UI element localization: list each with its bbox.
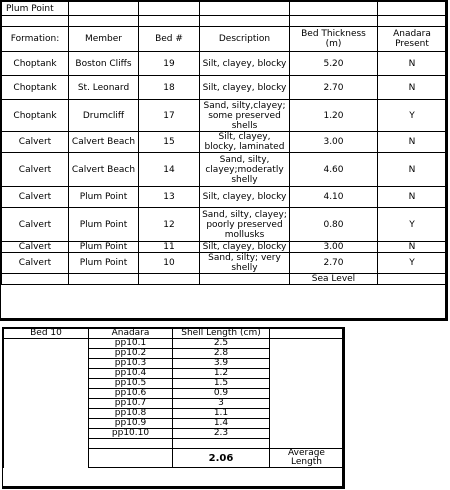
thickness-cell: 4.60 bbox=[290, 153, 378, 187]
anadara-cell: Y bbox=[378, 253, 447, 274]
empty-cell bbox=[69, 2, 139, 16]
description-cell: Silt, clayey, blocky bbox=[200, 242, 290, 253]
shell-length: 1.4 bbox=[173, 419, 270, 429]
table-row bbox=[2, 153, 447, 187]
shell-length: 1.1 bbox=[173, 409, 270, 419]
table-row bbox=[4, 389, 344, 399]
thickness-cell: 3.00 bbox=[290, 132, 378, 153]
formation-cell: Calvert bbox=[2, 132, 69, 153]
average-label: Average Length bbox=[270, 449, 344, 468]
blank-row bbox=[4, 439, 344, 449]
table-row bbox=[4, 409, 344, 419]
location-title: Plum Point bbox=[2, 2, 69, 16]
specimen-id: pp10.4 bbox=[89, 369, 173, 379]
formation-cell: Calvert bbox=[2, 208, 69, 242]
bed-cell: 11 bbox=[139, 242, 200, 253]
formation-cell: Choptank bbox=[2, 52, 69, 76]
table-row bbox=[4, 349, 344, 359]
empty-cell bbox=[270, 329, 344, 339]
blank-row bbox=[2, 16, 447, 27]
table-row bbox=[2, 187, 447, 208]
bed-cell: 14 bbox=[139, 153, 200, 187]
shell-length: 1.5 bbox=[173, 379, 270, 389]
anadara-cell: Y bbox=[378, 100, 447, 132]
bed-cell: 12 bbox=[139, 208, 200, 242]
member-cell: St. Leonard bbox=[69, 76, 139, 100]
table-row bbox=[4, 419, 344, 429]
bed-cell: 18 bbox=[139, 76, 200, 100]
specimen-id: pp10.2 bbox=[89, 349, 173, 359]
empty-cell bbox=[378, 2, 447, 16]
table-row bbox=[2, 208, 447, 242]
thickness-cell: 0.80 bbox=[290, 208, 378, 242]
specimen-id: pp10.6 bbox=[89, 389, 173, 399]
sea-level-label: Sea Level bbox=[290, 274, 378, 285]
bed-cell: 19 bbox=[139, 52, 200, 76]
anadara-cell: N bbox=[378, 76, 447, 100]
shell-length: 2.8 bbox=[173, 349, 270, 359]
shell-length: 2.5 bbox=[173, 339, 270, 349]
bed-cell: 15 bbox=[139, 132, 200, 153]
bed-cell: 17 bbox=[139, 100, 200, 132]
member-cell: Plum Point bbox=[69, 208, 139, 242]
table-row bbox=[4, 359, 344, 369]
description-cell: Sand, silty, clayey;moderatly shelly bbox=[200, 153, 290, 187]
thickness-cell: 5.20 bbox=[290, 52, 378, 76]
description-cell: Silt, clayey, blocky bbox=[200, 52, 290, 76]
shell-length-header: Shell Length (cm) bbox=[173, 329, 270, 339]
member-cell: Drumcliff bbox=[69, 100, 139, 132]
title-row bbox=[2, 2, 447, 16]
specimen-id: pp10.3 bbox=[89, 359, 173, 369]
anadara-header: Anadara Present bbox=[378, 27, 447, 52]
description-cell: Silt, clayey, blocky bbox=[200, 76, 290, 100]
bed-cell: 10 bbox=[139, 253, 200, 274]
specimen-id: pp10.5 bbox=[89, 379, 173, 389]
bed-header: Bed # bbox=[139, 27, 200, 52]
shell-length: 0.9 bbox=[173, 389, 270, 399]
shell-length: 2.3 bbox=[173, 429, 270, 439]
thickness-cell: 1.20 bbox=[290, 100, 378, 132]
thickness-cell: 4.10 bbox=[290, 187, 378, 208]
member-cell: Plum Point bbox=[69, 187, 139, 208]
anadara-cell: N bbox=[378, 52, 447, 76]
empty-cell bbox=[139, 2, 200, 16]
description-cell: Silt, clayey, blocky, laminated bbox=[200, 132, 290, 153]
thickness-header: Bed Thickness (m) bbox=[290, 27, 378, 52]
anadara-cell: N bbox=[378, 132, 447, 153]
description-cell: Sand, silty, clayey; poorly preserved mollusks bbox=[200, 208, 290, 242]
anadara-cell: N bbox=[378, 242, 447, 253]
average-value: 2.06 bbox=[173, 449, 270, 468]
bed-label: Bed 10 bbox=[4, 329, 89, 339]
table-row bbox=[4, 399, 344, 409]
formation-cell: Choptank bbox=[2, 76, 69, 100]
member-cell: Calvert Beach bbox=[69, 132, 139, 153]
member-cell: Boston Cliffs bbox=[69, 52, 139, 76]
thickness-cell: 2.70 bbox=[290, 253, 378, 274]
description-cell: Silt, clayey, blocky bbox=[200, 187, 290, 208]
specimen-id: pp10.10 bbox=[89, 429, 173, 439]
specimen-id: pp10.9 bbox=[89, 419, 173, 429]
member-cell: Plum Point bbox=[69, 253, 139, 274]
empty-cell bbox=[290, 2, 378, 16]
description-header: Description bbox=[200, 27, 290, 52]
footer-row bbox=[2, 274, 447, 285]
specimen-id: pp10.7 bbox=[89, 399, 173, 409]
table-row bbox=[2, 100, 447, 132]
formation-header: Formation: bbox=[2, 27, 69, 52]
member-cell: Plum Point bbox=[69, 242, 139, 253]
anadara-cell: Y bbox=[378, 208, 447, 242]
formation-cell: Calvert bbox=[2, 153, 69, 187]
bed-cell: 13 bbox=[139, 187, 200, 208]
table-row bbox=[4, 429, 344, 439]
member-header: Member bbox=[69, 27, 139, 52]
description-cell: Sand, silty,clayey; some preserved shells bbox=[200, 100, 290, 132]
shell-length: 1.2 bbox=[173, 369, 270, 379]
shell-length: 3 bbox=[173, 399, 270, 409]
specimen-id: pp10.1 bbox=[89, 339, 173, 349]
shell-length: 3.9 bbox=[173, 359, 270, 369]
header-row bbox=[2, 27, 447, 52]
table-row bbox=[2, 253, 447, 274]
anadara-header: Anadara bbox=[89, 329, 173, 339]
empty-cell bbox=[200, 2, 290, 16]
table-row bbox=[2, 242, 447, 253]
table-row bbox=[4, 339, 344, 349]
table-row bbox=[4, 369, 344, 379]
formation-cell: Choptank bbox=[2, 100, 69, 132]
table-row bbox=[2, 76, 447, 100]
anadara-cell: N bbox=[378, 187, 447, 208]
shell-length-table bbox=[2, 327, 345, 489]
average-row bbox=[4, 449, 344, 468]
thickness-cell: 2.70 bbox=[290, 76, 378, 100]
table-row bbox=[2, 52, 447, 76]
anadara-cell: N bbox=[378, 153, 447, 187]
specimen-id: pp10.8 bbox=[89, 409, 173, 419]
formation-cell: Calvert bbox=[2, 253, 69, 274]
description-cell: Sand, silty; very shelly bbox=[200, 253, 290, 274]
formation-cell: Calvert bbox=[2, 187, 69, 208]
header-row bbox=[4, 329, 344, 339]
table-row bbox=[2, 132, 447, 153]
member-cell: Calvert Beach bbox=[69, 153, 139, 187]
thickness-cell: 3.00 bbox=[290, 242, 378, 253]
formation-cell: Calvert bbox=[2, 242, 69, 253]
table-row bbox=[4, 379, 344, 389]
